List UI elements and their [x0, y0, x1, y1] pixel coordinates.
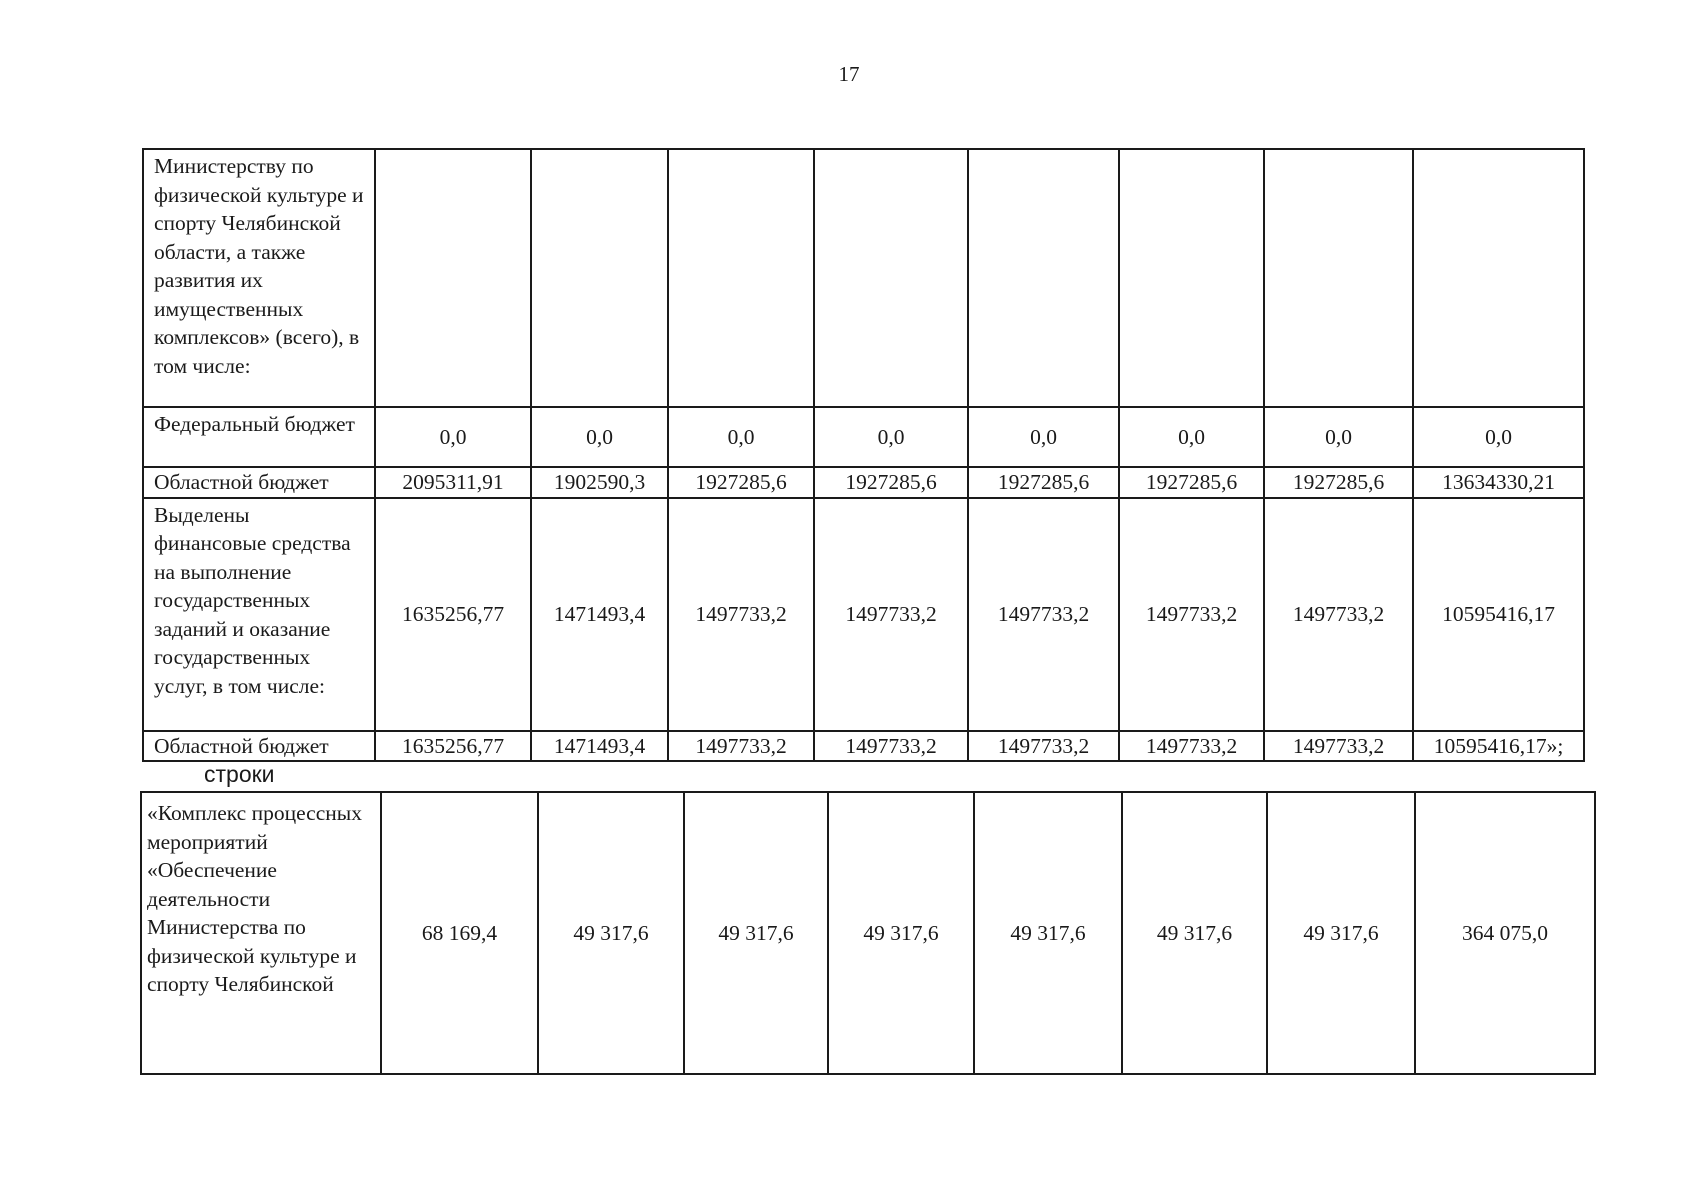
- table-cell: [1413, 149, 1584, 407]
- table-cell: 0,0: [668, 407, 814, 467]
- table-cell: 1471493,4: [531, 498, 668, 731]
- row-label: Федеральный бюджет: [143, 407, 375, 467]
- row-label: «Комплекс процессных мероприятий «Обеспечение деятельности Министерства по физической культуре и спорту Челябинской: [141, 792, 381, 1074]
- table-cell: 49 317,6: [974, 792, 1122, 1074]
- program-table: [140, 791, 1596, 1075]
- table-cell: [1264, 149, 1413, 407]
- table-cell: [531, 149, 668, 407]
- table-cell: 1927285,6: [668, 467, 814, 498]
- table-cell: 1497733,2: [814, 498, 968, 731]
- table-cell: 1497733,2: [1119, 498, 1264, 731]
- table-cell: 1497733,2: [968, 731, 1119, 762]
- table-cell: 1497733,2: [1264, 731, 1413, 762]
- table-cell: 10595416,17»;: [1413, 731, 1584, 762]
- row-label: Выделены финансовые средства на выполнение государственных заданий и оказание государственных услуг, в том числе:: [143, 498, 375, 731]
- table-cell: 49 317,6: [1267, 792, 1415, 1074]
- table-cell: 1497733,2: [668, 731, 814, 762]
- table-cell: [968, 149, 1119, 407]
- table-cell: [814, 149, 968, 407]
- table-row: [143, 407, 1584, 467]
- table-cell: 1927285,6: [814, 467, 968, 498]
- table-cell: 1927285,6: [1119, 467, 1264, 498]
- table-cell: 1927285,6: [1264, 467, 1413, 498]
- table-cell: 1497733,2: [1119, 731, 1264, 762]
- table-cell: 1635256,77: [375, 731, 531, 762]
- table-cell: [1119, 149, 1264, 407]
- table-cell: 364 075,0: [1415, 792, 1595, 1074]
- table-cell: 0,0: [814, 407, 968, 467]
- table-cell: 0,0: [968, 407, 1119, 467]
- table-cell: 1497733,2: [1264, 498, 1413, 731]
- table-row: [143, 731, 1584, 762]
- table-cell: 49 317,6: [538, 792, 684, 1074]
- table-cell: 2095311,91: [375, 467, 531, 498]
- table-cell: [668, 149, 814, 407]
- table-cell: 1497733,2: [968, 498, 1119, 731]
- table-cell: 0,0: [375, 407, 531, 467]
- table-cell: [375, 149, 531, 407]
- table-cell: 1635256,77: [375, 498, 531, 731]
- table-cell: 0,0: [531, 407, 668, 467]
- table-cell: 0,0: [1413, 407, 1584, 467]
- table-cell: 1471493,4: [531, 731, 668, 762]
- separator-text: строки: [204, 761, 275, 787]
- table-row: [143, 467, 1584, 498]
- table-cell: 49 317,6: [1122, 792, 1267, 1074]
- budget-table: [142, 148, 1585, 762]
- table-row: [143, 149, 1584, 407]
- table-cell: 0,0: [1119, 407, 1264, 467]
- table-cell: 13634330,21: [1413, 467, 1584, 498]
- table-cell: 1497733,2: [814, 731, 968, 762]
- table-cell: 49 317,6: [828, 792, 974, 1074]
- table-cell: 1902590,3: [531, 467, 668, 498]
- table-cell: 0,0: [1264, 407, 1413, 467]
- table-cell: 1497733,2: [668, 498, 814, 731]
- table-row: [143, 498, 1584, 731]
- table-cell: 1927285,6: [968, 467, 1119, 498]
- table-cell: 49 317,6: [684, 792, 828, 1074]
- page-number: 17: [838, 62, 860, 86]
- row-label: Областной бюджет: [143, 467, 375, 498]
- row-label: Областной бюджет: [143, 731, 375, 762]
- table-cell: 10595416,17: [1413, 498, 1584, 731]
- table-row: [141, 792, 1595, 1074]
- row-label: Министерству по физической культуре и спорту Челябинской области, а также развития их имущественных комплексов» (всего), в том числе:: [143, 149, 375, 407]
- table-cell: 68 169,4: [381, 792, 538, 1074]
